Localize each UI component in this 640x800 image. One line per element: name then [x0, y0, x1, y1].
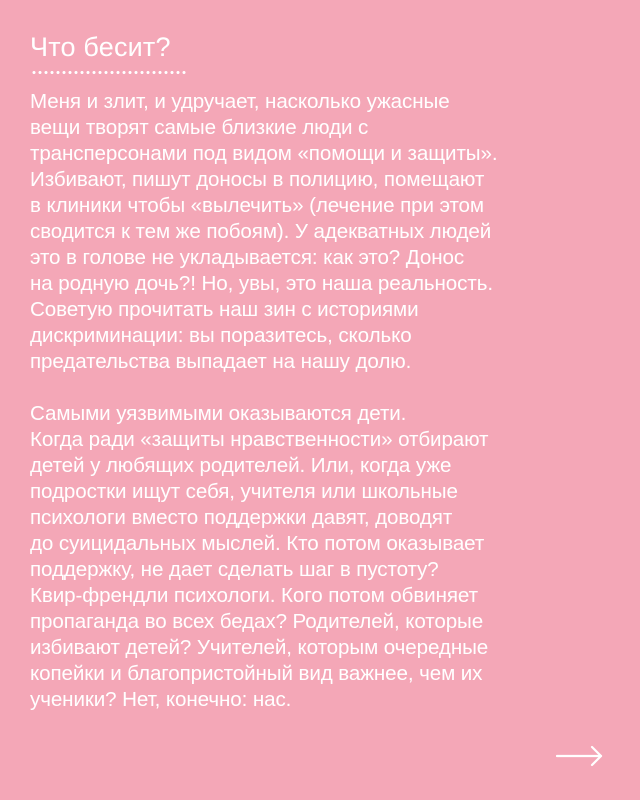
slide-title: Что бесит?: [30, 32, 171, 62]
paragraph-line: на родную дочь?! Но, увы, это наша реальность.: [30, 272, 493, 295]
dotted-underline: [31, 71, 187, 74]
paragraph-line: копейки и благопристойный вид важнее, чем их: [30, 662, 483, 685]
paragraph-line: ученики? Нет, конечно: нас.: [30, 688, 292, 711]
paragraph-line: избивают детей? Учителей, которым очередные: [30, 636, 489, 659]
paragraph-line: дискриминации: вы поразитесь, сколько: [30, 324, 412, 347]
paragraph-line: это в голове не укладывается: как это? Донос: [30, 246, 465, 269]
next-button[interactable]: [556, 744, 604, 768]
paragraph-line: пропаганда во всех бедах? Родителей, которые: [30, 610, 484, 633]
arrow-right-icon: [556, 744, 604, 768]
paragraph-1: [30, 89, 630, 375]
paragraph-line: Меня и злит, и удручает, насколько ужасные: [30, 90, 450, 113]
paragraph-line: психологи вместо поддержки давят, доводят: [30, 506, 453, 529]
paragraph-line: подростки ищут себя, учителя или школьные: [30, 480, 458, 503]
paragraph-line: Когда ради «защиты нравственности» отбирают: [30, 428, 489, 451]
paragraph-line: в клиники чтобы «вылечить» (лечение при этом: [30, 194, 484, 217]
body-text: [30, 89, 630, 713]
paragraph-line: вещи творят самые близкие люди с: [30, 116, 369, 139]
paragraph-line: предательства выпадает на нашу долю.: [30, 350, 412, 373]
paragraph-line: Советую прочитать наш зин с историями: [30, 298, 419, 321]
paragraph-line: Избивают, пишут доносы в полицию, помещают: [30, 168, 485, 191]
paragraph-line: трансперсонами под видом «помощи и защиты».: [30, 142, 498, 165]
paragraph-2: [30, 401, 630, 713]
paragraph-gap: [30, 375, 630, 401]
paragraph-line: Самыми уязвимыми оказываются дети.: [30, 402, 407, 425]
paragraph-line: Квир-френдли психологи. Кого потом обвиняет: [30, 584, 478, 607]
paragraph-line: детей у любящих родителей. Или, когда уже: [30, 454, 452, 477]
paragraph-line: поддержку, не дает сделать шаг в пустоту?: [30, 558, 439, 581]
paragraph-line: до суицидальных мыслей. Кто потом оказывает: [30, 532, 485, 555]
paragraph-line: сводится к тем же побоям). У адекватных людей: [30, 220, 492, 243]
